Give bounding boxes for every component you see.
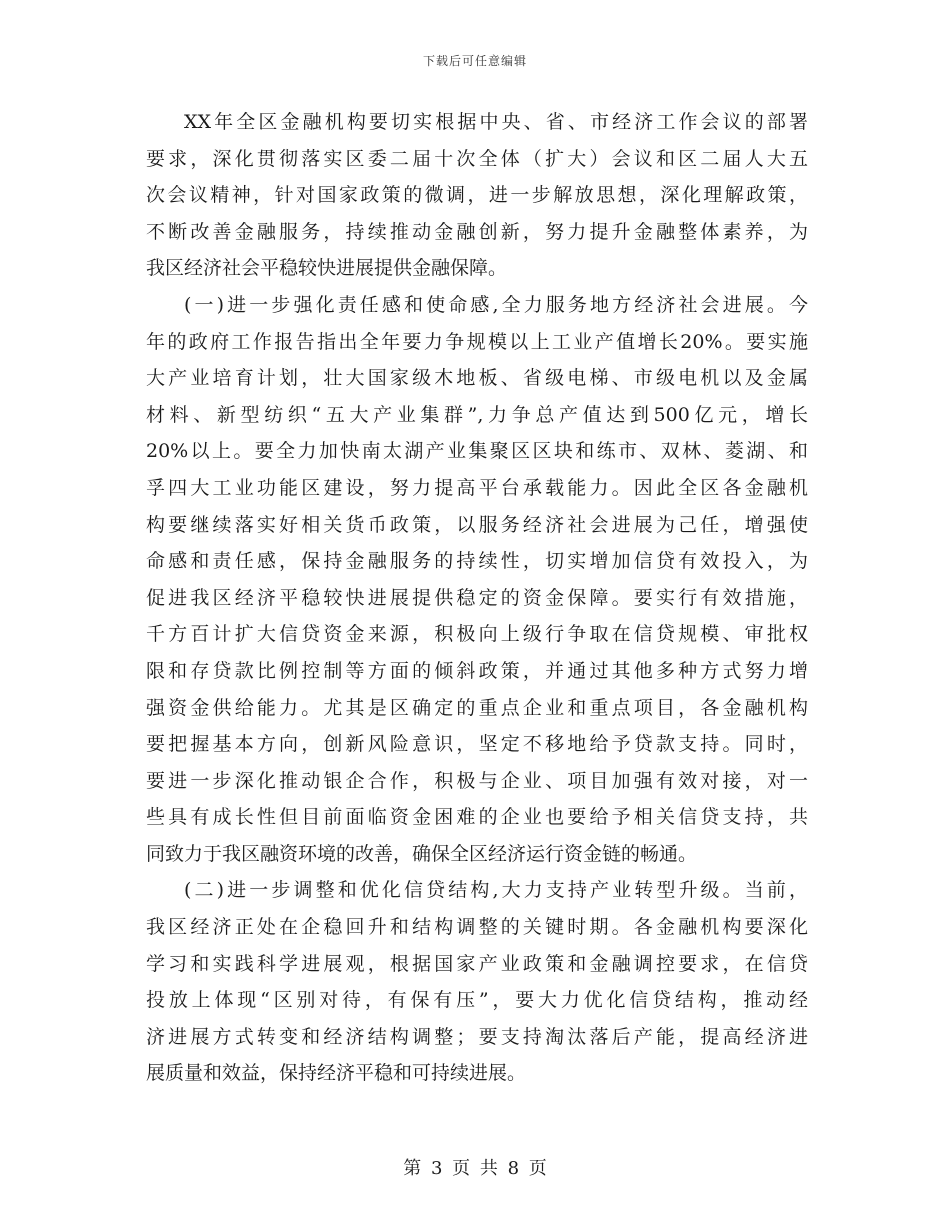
text-line: (一)进一步强化责任感和使命感,全力服务地方经济社会进展。今: [184, 293, 808, 316]
paragraph-2: [146, 287, 808, 873]
text-line: 我区经济社会平稳较快进展提供金融保障。: [146, 257, 508, 280]
text-line: 强资金供给能力。尤其是区确定的重点企业和重点项目，各金融机构: [146, 696, 808, 719]
text-line: 促进我区经济平稳较快进展提供稳定的资金保障。要实行有效措施，: [146, 586, 808, 609]
text-line: 要求，深化贯彻落实区委二届十次全体（扩大）会议和区二届人大五: [146, 147, 808, 170]
text-line: 限和存贷款比例控制等方面的倾斜政策，并通过其他多种方式努力增: [146, 659, 808, 682]
text-line: 大产业培育计划，壮大国家级木地板、省级电梯、市级电机以及金属: [146, 367, 808, 390]
text-line: 材料、新型纺织“五大产业集群”,力争总产值达到500亿元，增长: [146, 403, 808, 426]
text-line: 次会议精神，针对国家政策的微调，进一步解放思想，深化理解政策，: [146, 184, 808, 207]
text-line: 孚四大工业功能区建设，努力提高平台承载能力。因此全区各金融机: [146, 476, 808, 499]
text-line: 投放上体现“区别对待，有保有压”，要大力优化信贷结构，推动经: [146, 989, 808, 1012]
text-line: 些具有成长性但目前面临资金困难的企业也要给予相关信贷支持，共: [146, 806, 808, 829]
text-line: 构要继续落实好相关货币政策，以服务经济社会进展为己任，增强使: [146, 513, 808, 536]
text-line: 学习和实践科学进展观，根据国家产业政策和金融调控要求，在信贷: [146, 952, 808, 975]
paragraph-1: [146, 104, 808, 287]
text-line: (二)进一步调整和优化信贷结构,大力支持产业转型升级。当前，: [184, 879, 808, 902]
text-line: 我区经济正处在企稳回升和结构调整的关键时期。各金融机构要深化: [146, 916, 808, 939]
text-line: 济进展方式转变和经济结构调整；要支持淘汰落后产能，提高经济进: [146, 1025, 808, 1048]
text-line: 命感和责任感，保持金融服务的持续性，切实增加信贷有效投入，为: [146, 550, 808, 573]
text-line: 不断改善金融服务，持续推动金融创新，努力提升金融整体素养，为: [146, 220, 808, 243]
paragraph-3: [146, 872, 808, 1092]
page-number: 第 3 页 共 8 页: [403, 1158, 547, 1179]
text-line: 千方百计扩大信贷资金来源，积极向上级行争取在信贷规模、审批权: [146, 623, 808, 646]
text-line: 要把握基本方向，创新风险意识，坚定不移地给予贷款支持。同时，: [146, 733, 808, 756]
text-line: 同致力于我区融资环境的改善，确保全区经济运行资金链的畅通。: [146, 842, 698, 865]
text-line: XX年全区金融机构要切实根据中央、省、市经济工作会议的部署: [184, 111, 808, 133]
document-body: [146, 104, 808, 1092]
text-line: 要进一步深化推动银企合作，积极与企业、项目加强有效对接，对一: [146, 769, 808, 792]
text-line: 展质量和效益，保持经济平稳和可持续进展。: [146, 1062, 527, 1085]
text-line: 年的政府工作报告指出全年要力争规模以上工业产值增长20%。要实施: [146, 330, 808, 353]
page-header: 下载后可任意编辑: [422, 54, 527, 68]
text-line: 20%以上。要全力加快南太湖产业集聚区区块和练市、双林、菱湖、和: [146, 440, 808, 463]
